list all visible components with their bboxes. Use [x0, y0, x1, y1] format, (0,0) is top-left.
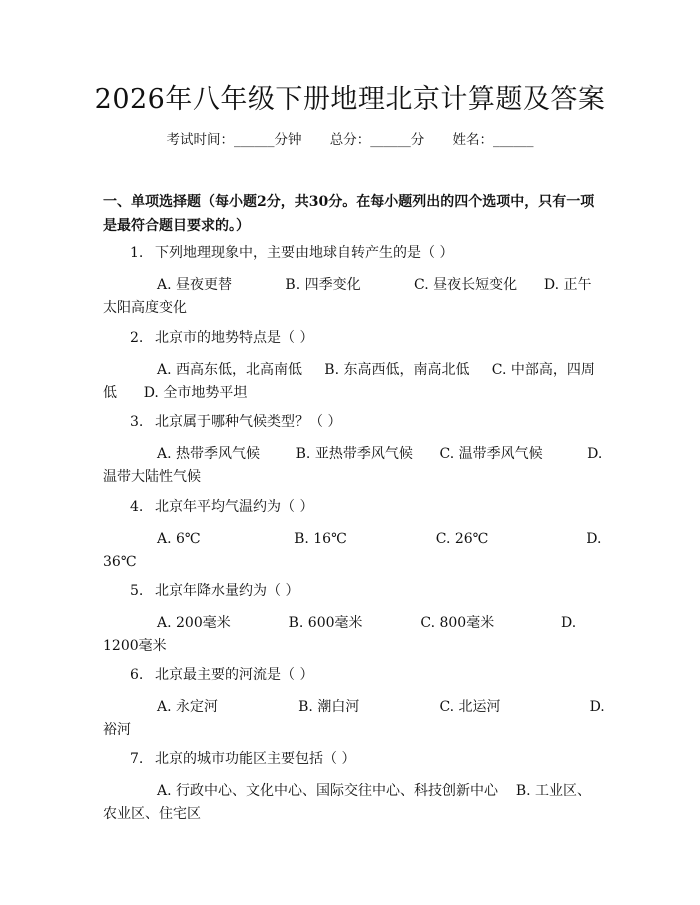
option-d: D. 1200毫米 — [103, 615, 577, 654]
section-heading: 一、单项选择题（每小题2分，共30分。在每小题列出的四个选项中，只有一项是最符合题目要求的。） — [103, 194, 595, 234]
option-a: A. 200毫米 — [157, 615, 231, 631]
question-number: 7. — [130, 751, 144, 767]
question-number: 1. — [130, 245, 144, 261]
option-b: B. 潮白河 — [298, 699, 360, 715]
question-stem — [103, 495, 603, 519]
option-b: B. 四季变化 — [285, 277, 361, 293]
question-number: 3. — [130, 414, 144, 430]
question-item — [103, 326, 603, 405]
option-c: C. 昼夜长短变化 — [414, 277, 518, 293]
option-c: C. 中部高，四周低 — [103, 362, 595, 401]
question-options — [103, 528, 603, 574]
question-options — [103, 359, 603, 405]
question-number: 2. — [130, 330, 144, 346]
question-stem — [103, 241, 603, 265]
exam-time-field: 考试时间：______分钟 — [166, 132, 302, 148]
option-c: C. 26℃ — [435, 531, 489, 547]
question-text: 北京的城市功能区主要包括（ ） — [155, 751, 356, 767]
question-text: 北京属于哪种气候类型？（ ） — [155, 414, 342, 430]
question-stem — [103, 663, 603, 687]
page-title: 2026年八年级下册地理北京计算题及答案 — [94, 84, 606, 115]
option-b: B. 600毫米 — [288, 615, 363, 631]
question-options — [103, 780, 603, 826]
option-a: A. 西高东低，北高南低 — [157, 362, 303, 378]
question-text: 下列地理现象中，主要由地球自转产生的是（ ） — [155, 245, 454, 261]
question-text: 北京最主要的河流是（ ） — [155, 667, 314, 683]
question-number: 6. — [130, 667, 144, 683]
option-d: D. 全市地势平坦 — [143, 385, 248, 401]
question-stem — [103, 579, 603, 603]
option-a: A. 行政中心、文化中心、国际交往中心、科技创新中心 — [157, 783, 499, 799]
option-a: A. 热带季风气候 — [157, 446, 261, 462]
option-a: A. 6℃ — [157, 531, 201, 547]
question-stem — [103, 410, 603, 434]
question-options — [103, 612, 603, 658]
question-item — [103, 663, 603, 742]
option-b: B. 东高西低，南高北低 — [324, 362, 470, 378]
option-a: A. 永定河 — [157, 699, 219, 715]
question-stem — [103, 326, 603, 350]
exam-meta — [0, 130, 700, 150]
question-item — [103, 495, 603, 574]
question-options — [103, 274, 603, 320]
question-stem — [103, 747, 603, 771]
option-c: C. 800毫米 — [420, 615, 495, 631]
student-name-field: 姓名：______ — [452, 132, 534, 148]
question-options — [103, 443, 603, 489]
question-text: 北京年平均气温约为（ ） — [155, 499, 314, 515]
total-score-field: 总分：______分 — [329, 132, 425, 148]
option-b: B. 工业区、农业区、住宅区 — [103, 783, 592, 822]
question-item — [103, 579, 603, 658]
option-d: D. 36℃ — [103, 531, 602, 570]
question-number: 4. — [130, 499, 144, 515]
question-item — [103, 747, 603, 826]
option-d: D. 裕河 — [103, 699, 605, 738]
option-c: C. 北运河 — [439, 699, 501, 715]
question-item — [103, 241, 603, 320]
option-c: C. 温带季风气候 — [439, 446, 543, 462]
option-b: B. 亚热带季风气候 — [295, 446, 413, 462]
question-text: 北京市的地势特点是（ ） — [155, 330, 314, 346]
option-d: D. 温带大陆性气候 — [103, 446, 603, 485]
question-number: 5. — [130, 583, 144, 599]
question-text: 北京年降水量约为（ ） — [155, 583, 300, 599]
option-a: A. 昼夜更替 — [157, 277, 233, 293]
question-item — [103, 410, 603, 489]
option-d: D. 正午太阳高度变化 — [103, 277, 592, 316]
question-options — [103, 696, 603, 742]
option-b: B. 16℃ — [294, 531, 347, 547]
